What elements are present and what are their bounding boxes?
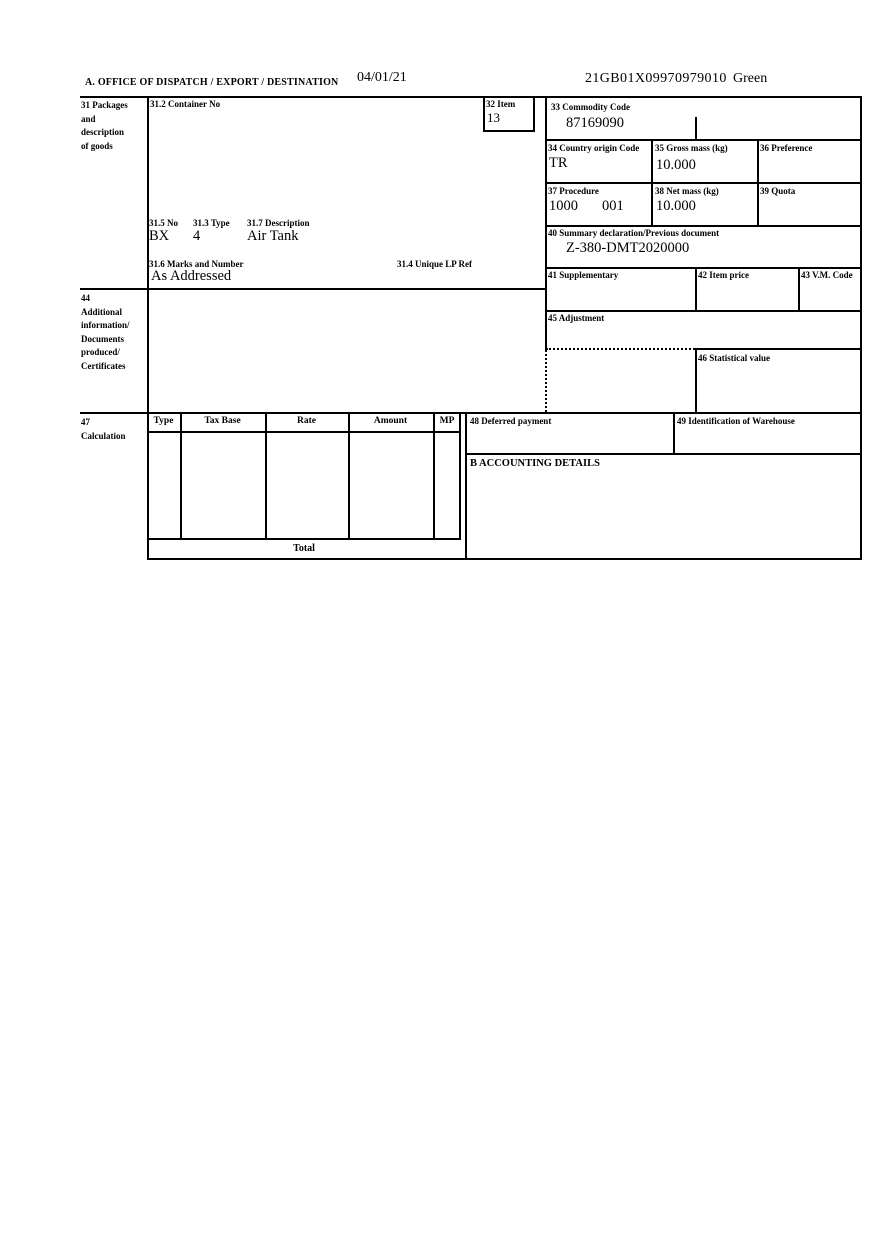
row37-bottom-border bbox=[545, 225, 862, 227]
box43-left-border bbox=[798, 267, 800, 312]
calc-col-rate-right-border bbox=[348, 412, 350, 540]
box49-left-border bbox=[673, 412, 675, 455]
box46-top-border bbox=[695, 348, 862, 350]
box31-7-description-value: Air Tank bbox=[247, 228, 299, 244]
calc-header-bottom-border bbox=[147, 431, 461, 433]
box31-6-marks-value: As Addressed bbox=[151, 268, 232, 284]
box47-calculation-label: 47 Calculation bbox=[81, 417, 126, 441]
box45-dotted-bottom-border bbox=[546, 348, 695, 350]
form-bottom-border bbox=[147, 558, 862, 560]
box31-2-container-no-label: 31.2 Container No bbox=[150, 99, 221, 109]
form-right-border bbox=[860, 96, 862, 560]
box33-commodity-code-value: 87169090 bbox=[566, 115, 624, 131]
box38-net-mass-label: 38 Net mass (kg) bbox=[655, 186, 719, 196]
box31-3-type-label: 31.3 Type bbox=[193, 218, 230, 228]
box32-item-label: 32 Item bbox=[486, 99, 516, 109]
section-b-accounting-details-label: B ACCOUNTING DETAILS bbox=[470, 458, 600, 469]
box32-bottom-border bbox=[483, 130, 535, 132]
box36-preference-label: 36 Preference bbox=[760, 143, 813, 153]
box45-adjustment-label: 45 Adjustment bbox=[548, 313, 605, 323]
calc-col-type-right-border bbox=[180, 412, 182, 540]
calc-col-header-tax-base: Tax Base bbox=[204, 416, 241, 426]
box42-item-price-label: 42 Item price bbox=[698, 270, 749, 280]
box44-additional-info-label: 44 Additional information/ Documents produced/ Certificates bbox=[81, 293, 130, 371]
label-column-divider bbox=[147, 96, 149, 560]
box38-net-mass-value: 10.000 bbox=[656, 198, 696, 214]
box31-5-no-label: 31.5 No bbox=[149, 218, 178, 228]
box34-country-origin-label: 34 Country origin Code bbox=[548, 143, 640, 153]
box32-item-value: 13 bbox=[487, 110, 500, 125]
box33-subdivision-tick bbox=[695, 117, 697, 141]
row48-bottom-border bbox=[465, 453, 862, 455]
box48-deferred-payment-label: 48 Deferred payment bbox=[470, 416, 552, 426]
box48-left-border bbox=[465, 412, 467, 560]
calc-col-header-rate: Rate bbox=[297, 416, 316, 426]
declaration-reference: 21GB01X09970979010 bbox=[585, 71, 727, 86]
box37-procedure-value-sub: 001 bbox=[602, 198, 624, 214]
right-column-divider bbox=[545, 96, 547, 350]
box31-4-unique-lp-ref-label: 31.4 Unique LP Ref bbox=[397, 259, 473, 269]
col36-39-left-border bbox=[757, 139, 759, 227]
calc-col-taxbase-right-border bbox=[265, 412, 267, 540]
box42-left-border bbox=[695, 267, 697, 312]
calc-body-bottom-border bbox=[147, 538, 461, 540]
box49-identification-warehouse-label: 49 Identification of Warehouse bbox=[677, 416, 795, 426]
box31-packages-label: 31 Packages and description of goods bbox=[81, 100, 128, 151]
box40-bottom-border bbox=[545, 267, 862, 269]
box31-6-marks-label: 31.6 Marks and Number bbox=[149, 259, 244, 269]
box35-gross-mass-label: 35 Gross mass (kg) bbox=[655, 143, 728, 153]
box35-gross-mass-value: 10.000 bbox=[656, 157, 696, 173]
box34-country-origin-value: TR bbox=[549, 155, 568, 171]
box39-quota-label: 39 Quota bbox=[760, 186, 796, 196]
dispatch-date: 04/01/21 bbox=[357, 70, 407, 85]
box31-5-no-value: BX bbox=[149, 228, 170, 244]
box43-vm-code-label: 43 V.M. Code bbox=[801, 270, 853, 280]
box32-left-border bbox=[483, 96, 485, 132]
box32-right-border bbox=[533, 96, 535, 132]
box31-7-description-label: 31.7 Description bbox=[247, 218, 310, 228]
calc-col-amount-right-border bbox=[433, 412, 435, 540]
box33-bottom-border bbox=[545, 139, 862, 141]
box31-bottom-border bbox=[80, 288, 547, 290]
box46-statistical-value-label: 46 Statistical value bbox=[698, 353, 770, 363]
col35-38-left-border bbox=[651, 139, 653, 227]
box33-commodity-code-label: 33 Commodity Code bbox=[551, 102, 630, 112]
calc-table-right-border bbox=[459, 412, 461, 540]
box31-3-type-value: 4 bbox=[193, 228, 201, 244]
row34-bottom-border bbox=[545, 182, 862, 184]
box40-summary-declaration-value: Z-380-DMT2020000 bbox=[566, 240, 690, 256]
box46-left-border bbox=[695, 348, 697, 414]
row47-top-border bbox=[80, 412, 862, 414]
office-of-dispatch-heading: A. OFFICE OF DISPATCH / EXPORT / DESTINATION bbox=[85, 77, 339, 88]
calc-total-label: Total bbox=[293, 543, 315, 554]
box37-procedure-label: 37 Procedure bbox=[548, 186, 599, 196]
calc-col-header-amount: Amount bbox=[373, 416, 408, 426]
row41-bottom-border bbox=[545, 310, 862, 312]
routing-indicator: Green bbox=[733, 71, 768, 86]
form-top-border bbox=[80, 96, 862, 98]
calc-col-header-mp: MP bbox=[439, 416, 455, 426]
box41-supplementary-label: 41 Supplementary bbox=[548, 270, 619, 280]
box45-dotted-left-border bbox=[545, 350, 547, 412]
box37-procedure-value-main: 1000 bbox=[549, 198, 578, 214]
box40-summary-declaration-label: 40 Summary declaration/Previous document bbox=[548, 228, 720, 238]
calc-col-header-type: Type bbox=[153, 416, 174, 426]
